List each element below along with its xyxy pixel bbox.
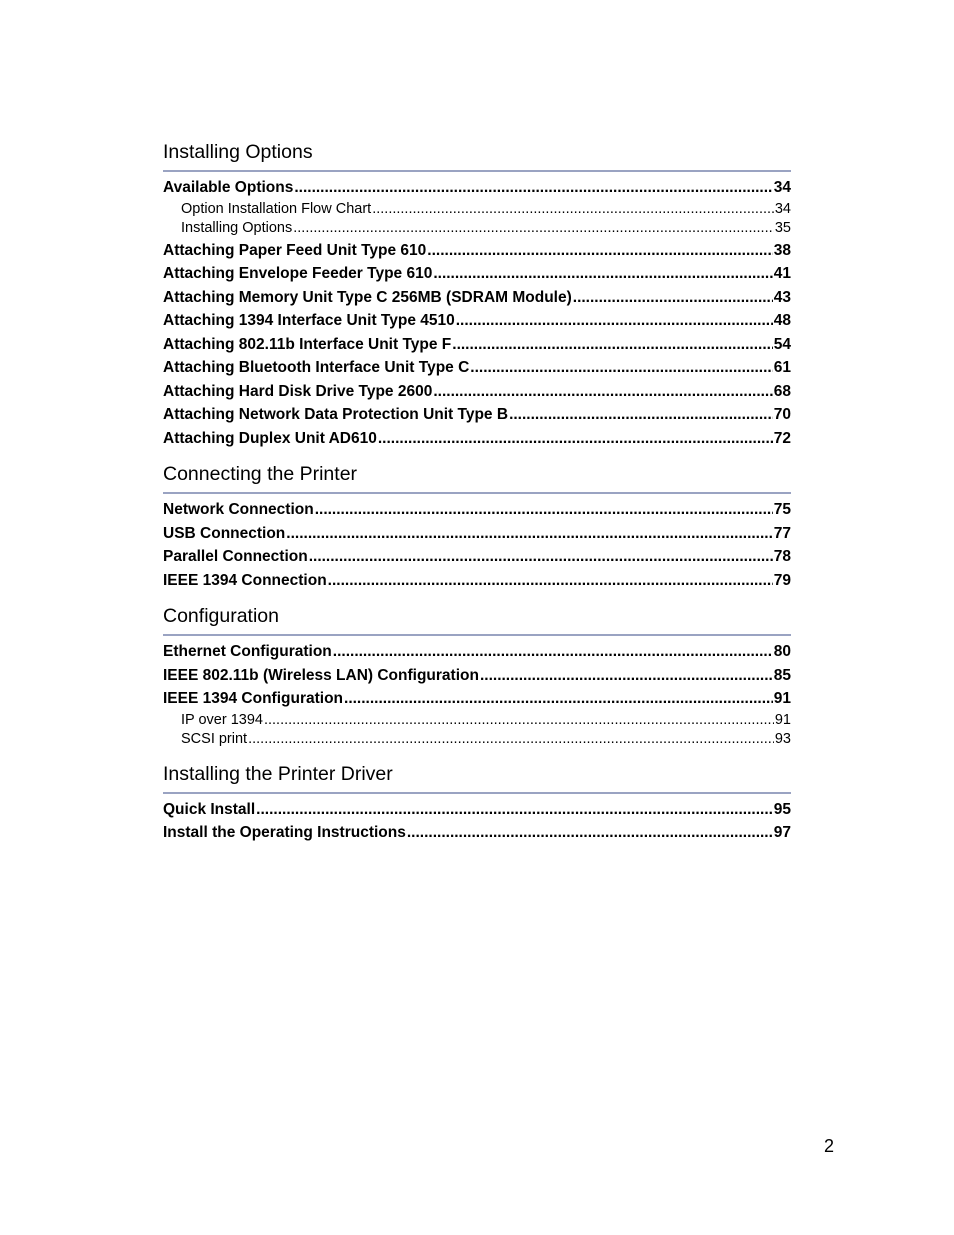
entry-label: Install the Operating Instructions <box>163 824 406 841</box>
toc-entry[interactable] <box>163 569 791 593</box>
entry-label: SCSI print <box>181 731 248 747</box>
toc-entry[interactable] <box>163 286 791 310</box>
entry-page: 95 <box>773 800 791 818</box>
entry-page: 77 <box>773 524 791 542</box>
entry-page: 85 <box>773 666 791 684</box>
section-title: Installing the Printer Driver <box>163 762 393 785</box>
section-divider <box>163 170 791 172</box>
dot-leader <box>248 730 774 750</box>
entry-label: Available Options <box>163 179 294 196</box>
toc-entry[interactable] <box>163 640 791 664</box>
toc-section <box>163 603 791 750</box>
toc-entry[interactable] <box>163 545 791 569</box>
entry-label: IEEE 1394 Configuration <box>163 690 344 707</box>
table-of-contents <box>163 139 791 845</box>
toc-entry[interactable] <box>163 176 791 200</box>
entry-label: Attaching Bluetooth Interface Unit Type C <box>163 359 470 376</box>
dot-leader <box>328 569 773 593</box>
dot-leader <box>433 262 772 286</box>
entry-label: Network Connection <box>163 501 314 518</box>
dot-leader <box>573 286 773 310</box>
dot-leader <box>427 239 772 263</box>
toc-entry[interactable] <box>163 498 791 522</box>
entry-label: Option Installation Flow Chart <box>181 200 372 217</box>
dot-leader <box>344 687 773 711</box>
toc-entry[interactable] <box>163 356 791 380</box>
toc-section <box>163 761 791 845</box>
entry-label: Parallel Connection <box>163 548 308 565</box>
toc-entry[interactable] <box>163 262 791 286</box>
toc-entry[interactable] <box>163 821 791 845</box>
entry-label: IEEE 1394 Connection <box>163 571 327 589</box>
toc-subentry[interactable] <box>163 219 791 239</box>
toc-entry[interactable] <box>163 798 791 822</box>
toc-entry[interactable] <box>163 333 791 357</box>
entry-page: 54 <box>773 335 791 353</box>
entry-label: Attaching Envelope Feeder Type 610 <box>163 265 433 282</box>
entry-page: 61 <box>773 359 791 376</box>
toc-section <box>163 139 791 450</box>
section-spacer <box>163 592 791 603</box>
entry-label: Installing Options <box>181 220 293 236</box>
entry-page: 34 <box>774 200 791 217</box>
dot-leader <box>293 219 774 239</box>
entry-label: Attaching 1394 Interface Unit Type 4510 <box>163 312 455 329</box>
section-title: Connecting the Printer <box>163 463 358 485</box>
dot-leader <box>456 309 773 333</box>
entry-page: 91 <box>773 690 791 707</box>
entry-label: Attaching Hard Disk Drive Type 2600 <box>163 382 433 400</box>
toc-subentry[interactable] <box>163 200 791 220</box>
toc-entry[interactable] <box>163 380 791 404</box>
toc-entry[interactable] <box>163 687 791 711</box>
dot-leader <box>309 545 773 569</box>
entry-page: 68 <box>773 382 791 400</box>
page-number: 2 <box>824 1136 835 1156</box>
dot-leader <box>452 333 772 357</box>
entry-page: 43 <box>773 288 791 306</box>
dot-leader <box>333 640 773 664</box>
entry-label: Attaching Duplex Unit AD610 <box>163 429 377 447</box>
toc-section <box>163 461 791 592</box>
section-spacer <box>163 450 791 461</box>
dot-leader <box>294 176 772 200</box>
entry-page: 93 <box>774 731 791 747</box>
entry-label: IP over 1394 <box>181 711 263 728</box>
section-divider <box>163 492 791 494</box>
dot-leader <box>470 356 772 380</box>
entry-page: 70 <box>773 406 791 423</box>
dot-leader <box>286 522 772 546</box>
dot-leader <box>480 664 773 688</box>
toc-subentry[interactable] <box>163 730 791 750</box>
entry-page: 91 <box>774 711 791 728</box>
entry-page: 48 <box>773 312 791 329</box>
dot-leader <box>378 427 773 451</box>
entry-page: 78 <box>773 548 791 565</box>
entry-page: 35 <box>774 220 791 236</box>
toc-entry[interactable] <box>163 239 791 263</box>
toc-entry[interactable] <box>163 427 791 451</box>
entry-label: Quick Install <box>163 800 256 818</box>
entry-label: Attaching Network Data Protection Unit Type B <box>163 406 509 423</box>
entry-page: 41 <box>773 265 791 282</box>
dot-leader <box>372 200 774 220</box>
entry-page: 80 <box>773 643 791 660</box>
section-divider <box>163 792 791 794</box>
entry-page: 75 <box>773 501 791 518</box>
entry-page: 72 <box>773 429 791 447</box>
section-title: Configuration <box>163 605 279 627</box>
dot-leader <box>433 380 772 404</box>
dot-leader <box>256 798 773 822</box>
toc-subentry[interactable] <box>163 711 791 731</box>
dot-leader <box>407 821 773 845</box>
dot-leader <box>315 498 773 522</box>
section-divider <box>163 634 791 636</box>
dot-leader <box>264 711 774 731</box>
entry-page: 79 <box>773 571 791 589</box>
toc-entry[interactable] <box>163 664 791 688</box>
entry-page: 34 <box>773 179 791 196</box>
entry-label: Attaching 802.11b Interface Unit Type F <box>163 335 452 353</box>
entry-label: Ethernet Configuration <box>163 643 332 660</box>
toc-entry[interactable] <box>163 522 791 546</box>
entry-label: Attaching Paper Feed Unit Type 610 <box>163 241 427 259</box>
entry-page: 97 <box>773 824 791 841</box>
toc-entry[interactable] <box>163 403 791 427</box>
entry-label: USB Connection <box>163 524 286 542</box>
section-title: Installing Options <box>163 141 313 163</box>
toc-entry[interactable] <box>163 309 791 333</box>
dot-leader <box>509 403 773 427</box>
entry-label: IEEE 802.11b (Wireless LAN) Configuration <box>163 666 479 684</box>
section-spacer <box>163 750 791 761</box>
entry-label: Attaching Memory Unit Type C 256MB (SDRAM Module) <box>163 288 572 306</box>
entry-page: 38 <box>773 241 791 259</box>
